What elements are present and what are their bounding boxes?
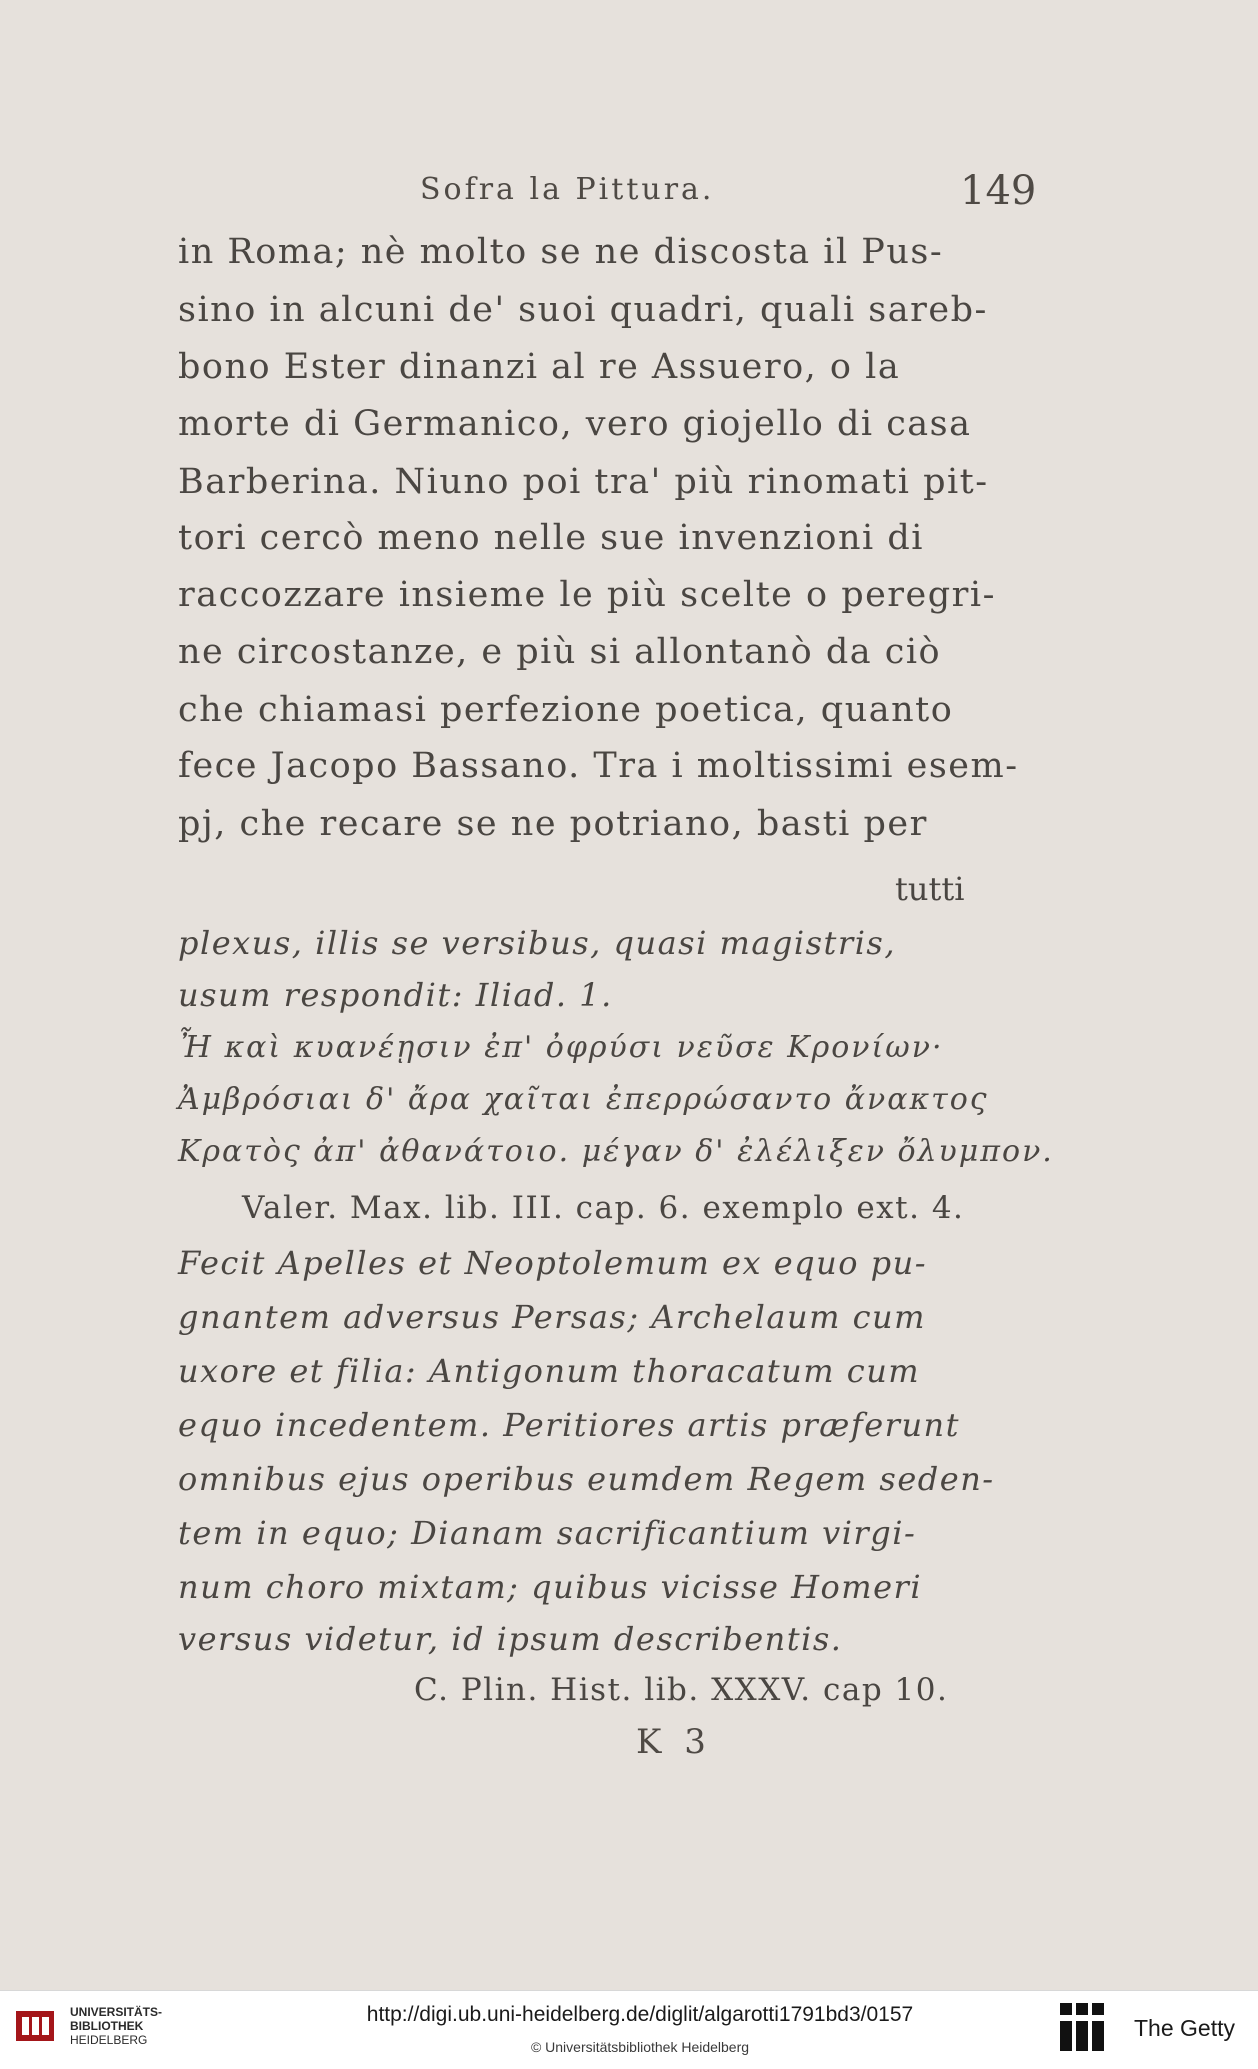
note-line: versus videtur, id ipsum describentis.	[178, 1620, 843, 1658]
main-line: sino in alcuni de' suoi quadri, quali sareb-	[178, 290, 988, 330]
library-name-line: BIBLIOTHEK	[70, 2019, 144, 2033]
footer-bar	[0, 1990, 1258, 2069]
main-line: in Roma; nè molto se ne discosta il Pus-	[178, 232, 944, 272]
greek-line: Ἦ καὶ κυανέῃσιν ἐπ' ὀφρύσι νεῦσε Κρονίων·	[178, 1030, 944, 1065]
note-line: gnantem adversus Persas; Archelaum cum	[178, 1298, 926, 1336]
university-library-logo-icon	[14, 2005, 56, 2047]
main-line: pj, che recare se ne potriano, basti per	[178, 804, 928, 844]
main-line: tori cercò meno nelle sue invenzioni di	[178, 518, 924, 558]
note-line: omnibus ejus operibus eumdem Regem seden-	[178, 1460, 995, 1498]
main-line: ne circostanze, e più si allontanò da ciò	[178, 632, 942, 672]
note-line: Fecit Apelles et Neoptolemum ex equo pu-	[178, 1244, 928, 1282]
greek-line: Κρατὸς ἀπ' ἀθανάτοιο. μέγαν δ' ἐλέλιξεν ὄλυμπον.	[178, 1134, 1054, 1169]
note-line: num choro mixtam; quibus vicisse Homeri	[178, 1568, 923, 1606]
note-line: equo incedentem. Peritiores artis præferunt	[178, 1406, 961, 1444]
catchword: tutti	[895, 870, 965, 908]
reference-valer: Valer. Max. lib. III. cap. 6. exemplo ext. 4.	[242, 1190, 965, 1226]
main-line: bono Ester dinanzi al re Assuero, o la	[178, 347, 901, 387]
note-line: plexus, illis se versibus, quasi magistris,	[178, 924, 897, 962]
greek-line: Ἀμβρόσιαι δ' ἄρα χαῖται ἐπερρώσαντο ἄνακτος	[178, 1082, 989, 1117]
note-line: uxore et filia: Antigonum thoracatum cum	[178, 1352, 921, 1390]
main-line: fece Jacopo Bassano. Tra i moltissimi esem-	[178, 746, 1019, 786]
getty-logo-icon	[1058, 2001, 1108, 2057]
running-head: Sofra la Pittura.	[420, 172, 715, 207]
library-name-line: HEIDELBERG	[70, 2033, 148, 2047]
signature-mark: K 3	[636, 1722, 712, 1762]
university-library-name	[70, 2005, 162, 2047]
reference-plin: C. Plin. Hist. lib. XXXV. cap 10.	[414, 1672, 949, 1708]
main-line: morte di Germanico, vero giojello di casa	[178, 404, 972, 444]
source-url-link[interactable]: http://digi.ub.uni-heidelberg.de/diglit/algarotti1791bd3/0157	[366, 2003, 914, 2026]
main-line: Barberina. Niuno poi tra' più rinomati pit-	[178, 462, 989, 502]
getty-label: The Getty	[1134, 2015, 1235, 2041]
note-line: usum respondit: Iliad. 1.	[178, 976, 613, 1014]
copyright-notice: © Universitätsbibliothek Heidelberg	[530, 2039, 750, 2055]
page-number: 149	[960, 168, 1037, 214]
main-line: raccozzare insieme le più scelte o peregri-	[178, 575, 996, 615]
main-line: che chiamasi perfezione poetica, quanto	[178, 690, 954, 730]
note-line: tem in equo; Dianam sacrificantium virgi-	[178, 1514, 917, 1552]
library-name-line: UNIVERSITÄTS-	[70, 2005, 163, 2019]
